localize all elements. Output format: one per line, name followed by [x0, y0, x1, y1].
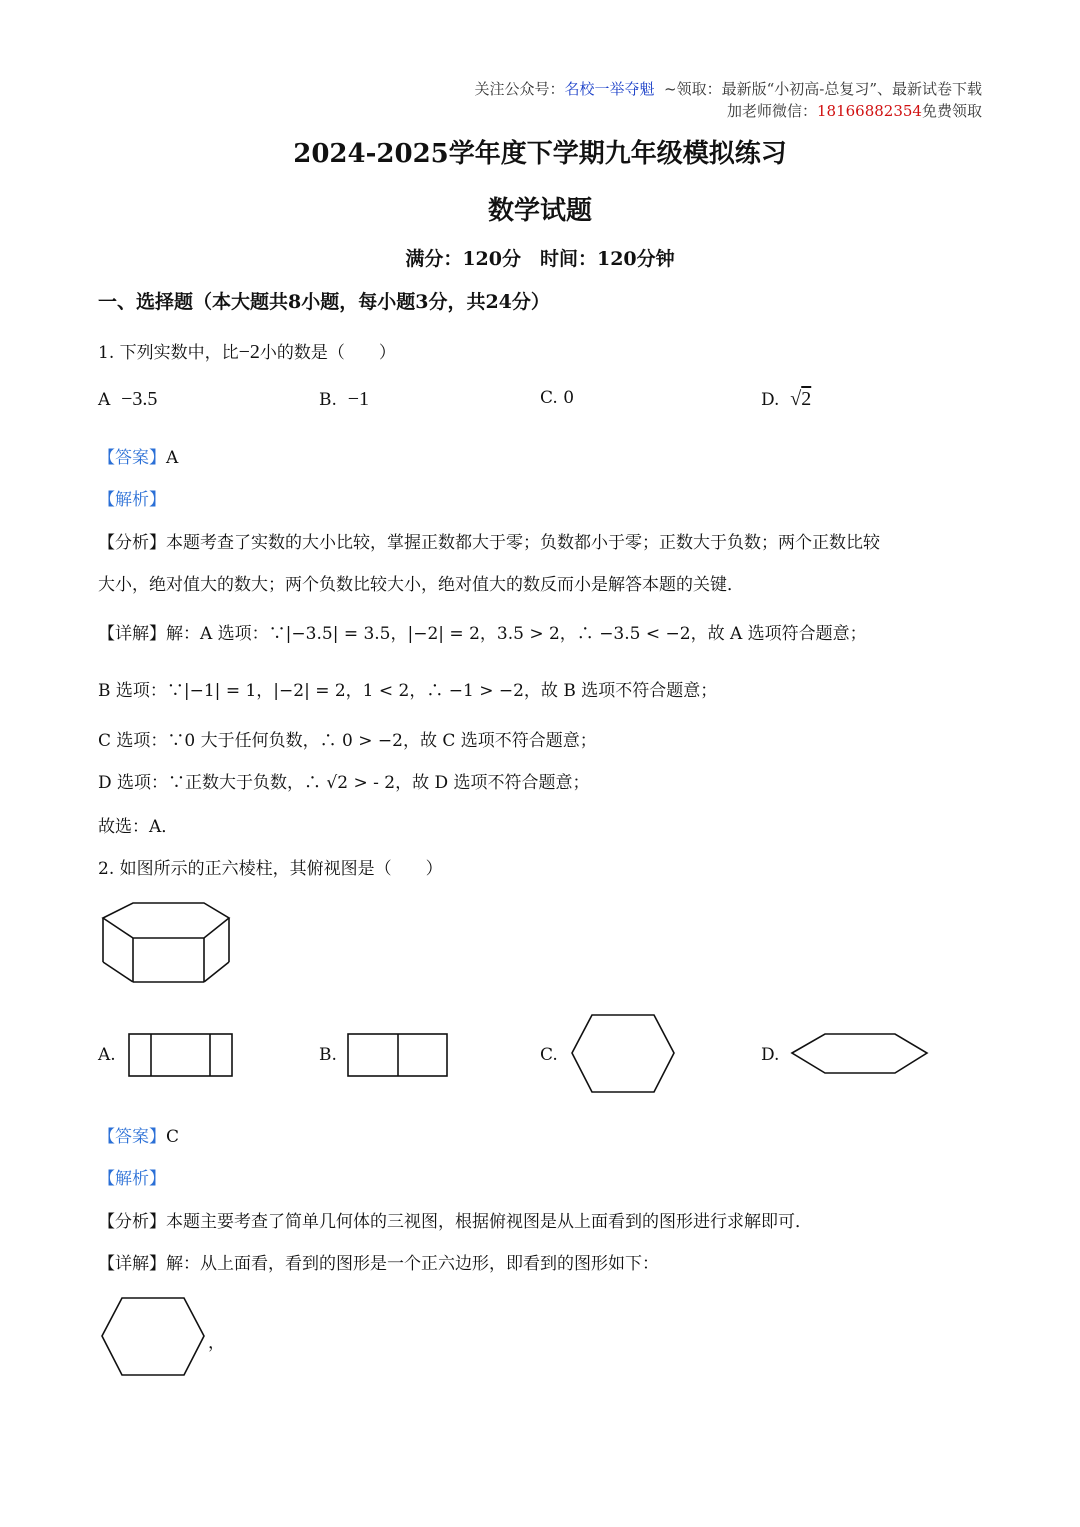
option-label: C. 0: [540, 388, 575, 408]
q2-answer: [98, 1122, 179, 1147]
answer-hexagon-figure: [100, 1296, 206, 1378]
q1-analysis-tag: 【解析】: [98, 490, 166, 510]
q2-trailing-comma: ，: [208, 1333, 225, 1353]
option-label: D.: [761, 390, 780, 410]
option-a-figure[interactable]: [128, 1033, 234, 1078]
q1-detail-b: B 选项：∵|−1| = 1，|−2| = 2，1 < 2，∴ −1 > −2，故 B 选项不符合题意；: [98, 681, 718, 701]
fenxi-text: 本题主要考查了简单几何体的三视图，根据俯视图是从上面看到的图形进行求解即可．: [166, 1212, 812, 1232]
q2-option-b-label[interactable]: B.: [319, 1045, 337, 1065]
option-value: 2: [801, 388, 812, 410]
header-line-1: [474, 78, 982, 99]
q2-stem: 2. 如图所示的正六棱柱，其俯视图是（ ）: [98, 859, 443, 879]
q2-fenxi: [98, 1207, 812, 1232]
header-line-2: [727, 100, 982, 121]
q2-detail: [98, 1249, 659, 1274]
wechat-number: 18166882354: [817, 102, 922, 120]
option-d-figure[interactable]: [790, 1032, 930, 1076]
header-prefix: 关注公众号：: [474, 80, 565, 98]
exam-meta: 满分：120分 时间：120分钟: [405, 248, 675, 270]
header-suffix-2: 免费领取: [921, 102, 982, 120]
q1-stem-text-2: 小的数是（ ）: [259, 343, 396, 363]
detail-tag: 【详解】: [98, 1254, 166, 1274]
option-label: A: [98, 390, 111, 410]
detail-text: 解：A 选项：∵|−3.5| = 3.5，|−2| = 2，3.5 > 2，∴ −3.5 < −2，故 A 选项符合题意；: [166, 624, 867, 644]
q1-option-b[interactable]: [319, 388, 369, 411]
q1-option-d[interactable]: [761, 388, 811, 411]
q1-answer: [98, 443, 178, 468]
option-c-hexagon-figure[interactable]: [570, 1013, 676, 1095]
account-link[interactable]: 名校一举夺魁: [564, 80, 655, 98]
hexagonal-prism-figure: [100, 900, 235, 990]
q1-stem-math: −2: [238, 341, 260, 363]
answer-tag: 【答案】: [98, 1127, 166, 1147]
q1-stem-text: 1. 下列实数中，比: [98, 343, 239, 363]
answer-tag: 【答案】: [98, 448, 166, 468]
q1-stem: [98, 338, 396, 364]
q1-fenxi-line-1: [98, 528, 880, 553]
q1-option-c[interactable]: [540, 388, 574, 408]
option-b-figure[interactable]: [347, 1033, 449, 1078]
q1-detail-a: [98, 619, 867, 644]
page-subtitle: 数学试题: [487, 196, 592, 226]
detail-text: 解：从上面看，看到的图形是一个正六边形，即看到的图形如下：: [166, 1254, 659, 1274]
q1-fenxi-line-2: 大小，绝对值大的数大；两个负数比较大小，绝对值大的数反而小是解答本题的关键．: [98, 575, 744, 595]
q2-option-d-label[interactable]: D.: [761, 1045, 780, 1065]
header-suffix: ~领取：最新版“小初高-总复习”、最新试卷下载: [664, 80, 982, 98]
header-prefix-2: 加老师微信：: [726, 102, 817, 120]
section-heading: 一、选择题（本大题共8小题，每小题3分，共24分）: [98, 291, 550, 313]
option-label: B.: [319, 390, 337, 410]
q1-detail-c: C 选项：∵0 大于任何负数，∴ 0 > −2，故 C 选项不符合题意；: [98, 731, 597, 751]
answer-value: C: [166, 1127, 180, 1147]
fenxi-text: 本题考查了实数的大小比较，掌握正数都大于零；负数都小于零；正数大于负数；两个正数比较: [166, 533, 880, 553]
fenxi-tag: 【分析】: [98, 1212, 166, 1232]
q1-conclusion: 故选：A．: [98, 817, 179, 837]
page-title: 2024-2025学年度下学期九年级模拟练习: [293, 139, 787, 169]
option-value: −3.5: [121, 388, 158, 410]
fenxi-tag: 【分析】: [98, 533, 166, 553]
q1-option-a[interactable]: [98, 388, 157, 411]
option-value: −1: [347, 388, 369, 410]
q2-option-a-label[interactable]: A.: [98, 1045, 116, 1065]
answer-value: A: [166, 448, 179, 468]
sqrt-icon: √: [790, 388, 802, 410]
detail-tag: 【详解】: [98, 624, 166, 644]
q2-analysis-tag: 【解析】: [98, 1169, 166, 1189]
q2-option-c-label[interactable]: C.: [540, 1045, 558, 1065]
q1-detail-d: D 选项：∵正数大于负数，∴ √2 > - 2，故 D 选项不符合题意；: [98, 773, 590, 793]
